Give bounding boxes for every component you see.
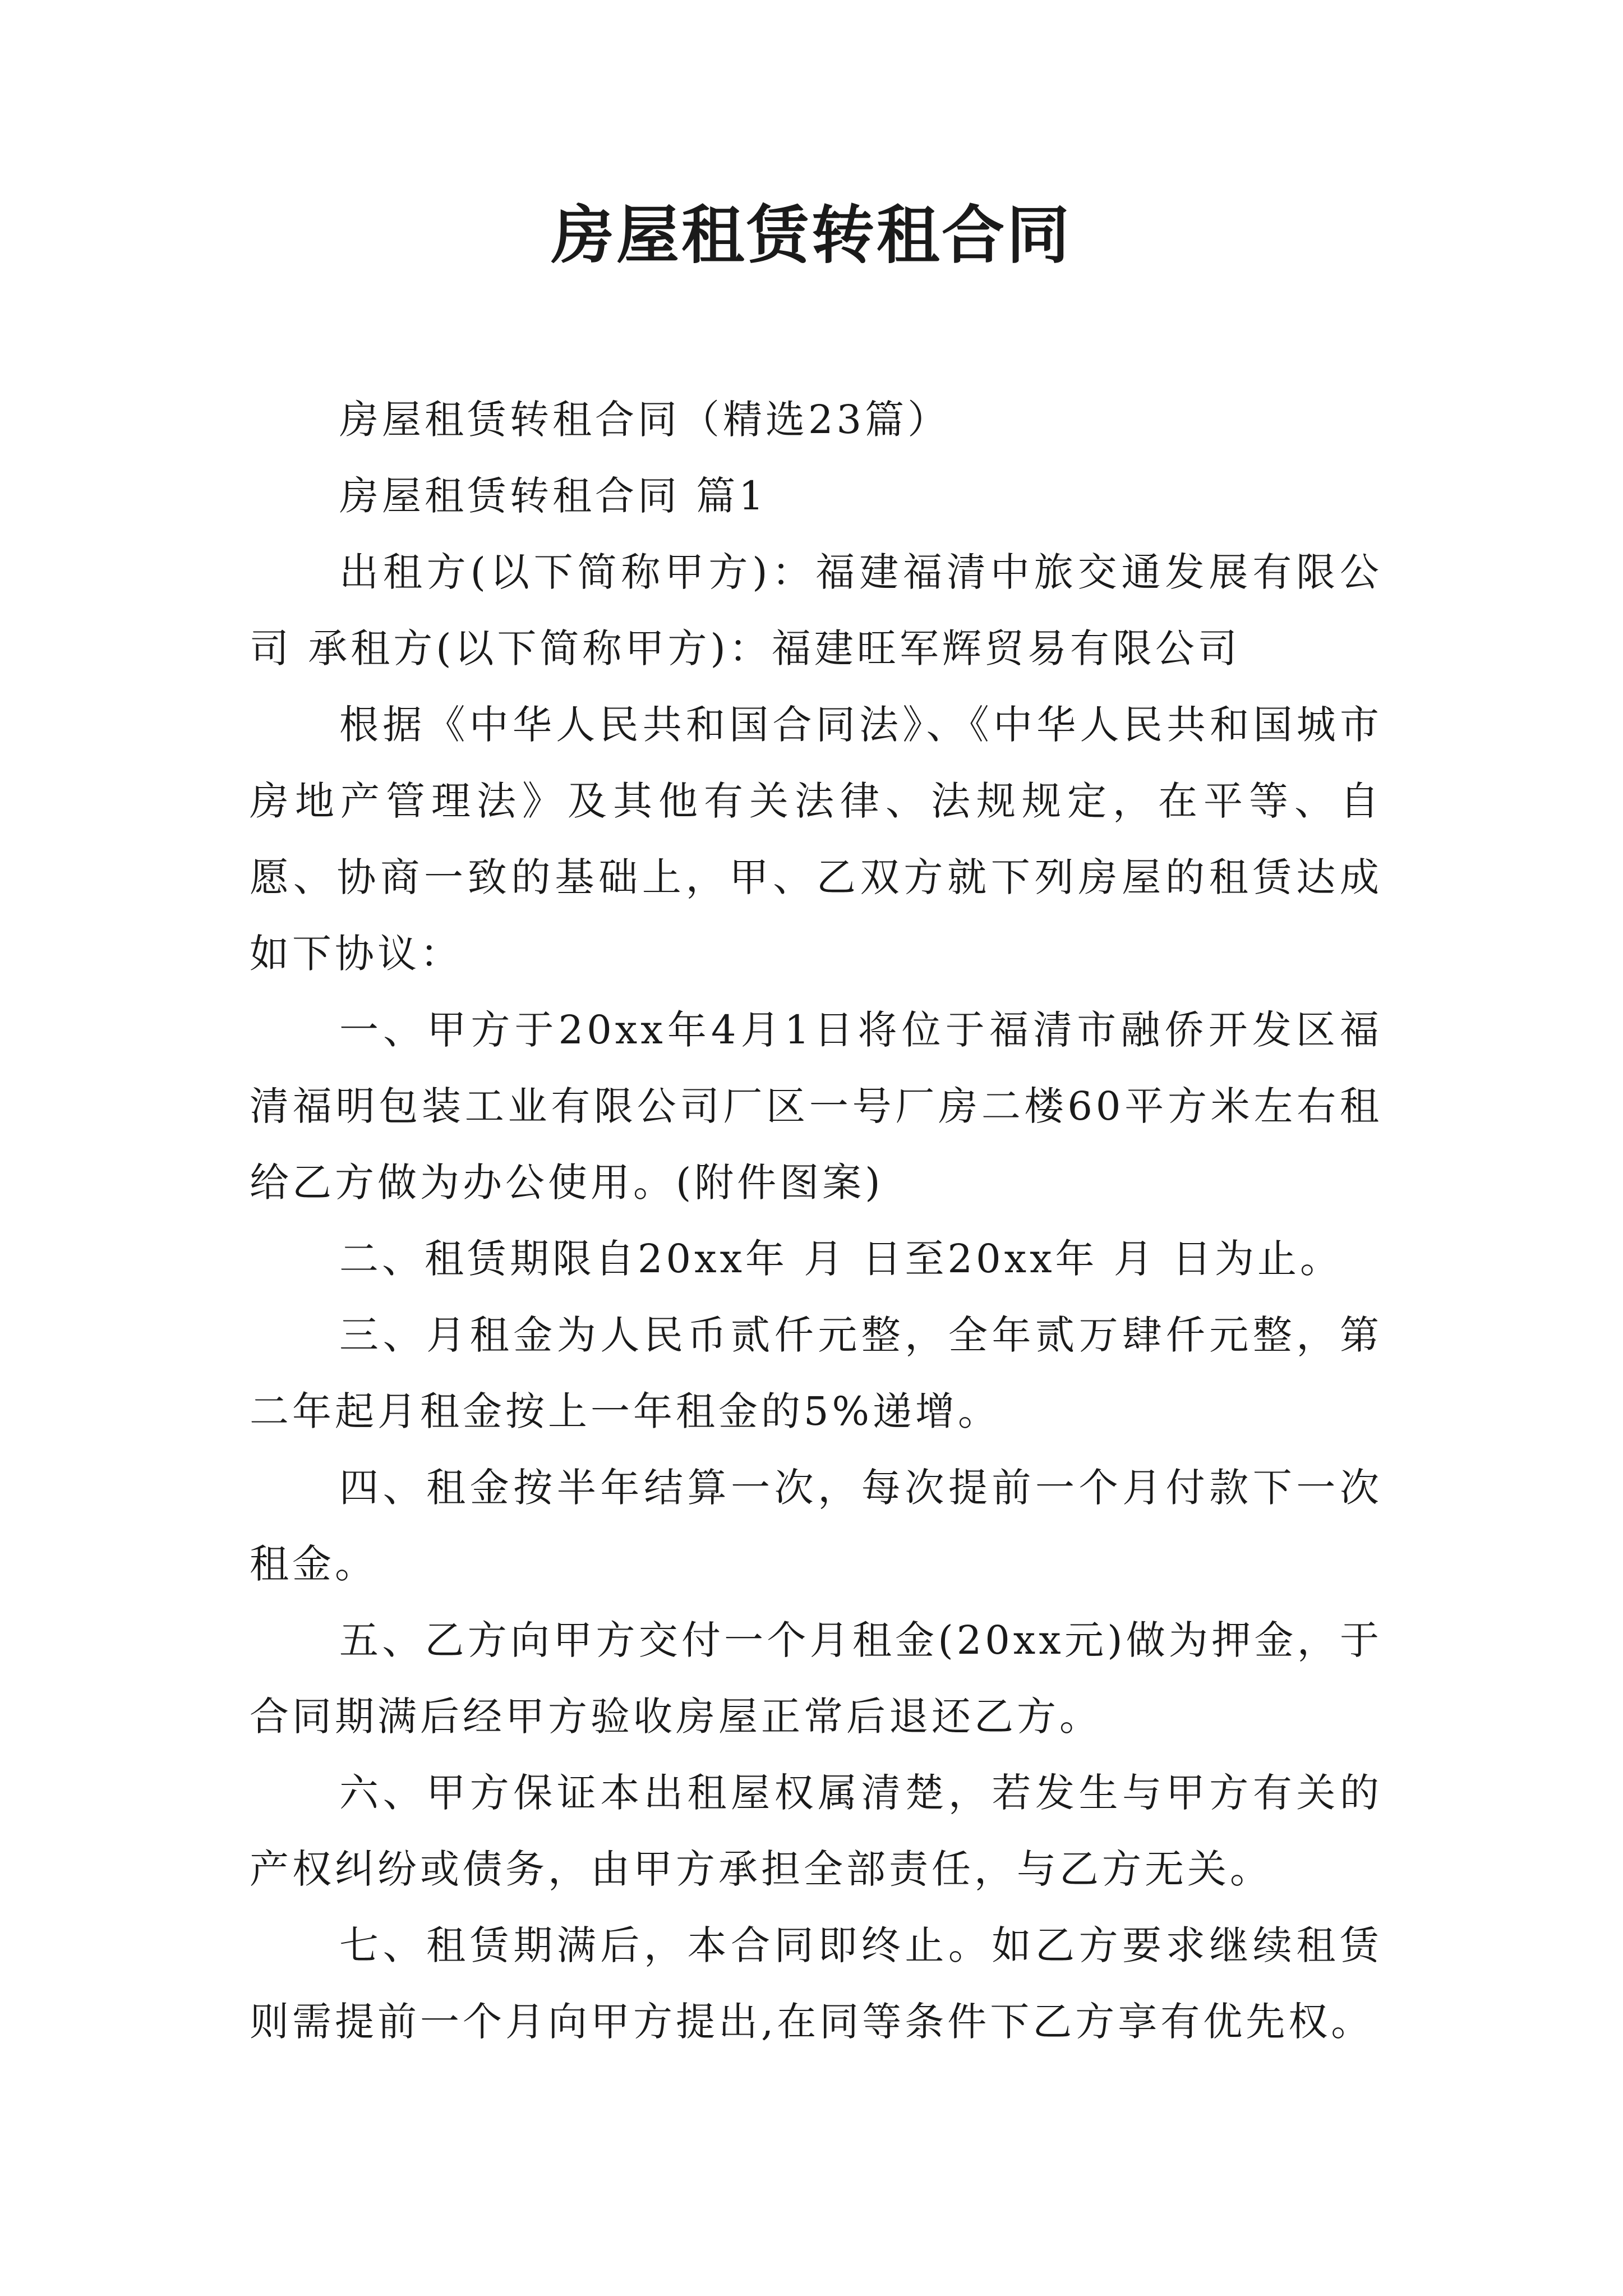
clause-7: 七、租赁期满后，本合同即终止。如乙方要求继续租赁则需提前一个月向甲方提出,在同等条件下乙方享有优先权。 — [250, 1922, 1382, 2045]
subtitle-chapter: 房屋租赁转租合同 篇1 — [339, 473, 767, 519]
document-title: 房屋租赁转租合同 — [551, 199, 1072, 272]
clause-3: 三、月租金为人民币贰仟元整，全年贰万肆仟元整，第二年起月租金按上一年租金的5%递增。 — [250, 1312, 1382, 1434]
preamble-paragraph: 根据《中华人民共和国合同法》、《中华人民共和国城市房地产管理法》及其他有关法律、法规规定，在平等、自愿、协商一致的基础上，甲、乙双方就下列房屋的租赁达成如下协议： — [250, 702, 1382, 977]
parties-paragraph: 出租方(以下简称甲方)：福建福清中旅交通发展有限公司 承租方(以下简称甲方)：福建旺军辉贸易有限公司 — [250, 549, 1382, 671]
clause-1: 一、甲方于20xx年4月1日将位于福清市融侨开发区福清福明包装工业有限公司厂区一号厂房二楼60平方米左右租给乙方做为办公使用。(附件图案) — [250, 1007, 1382, 1205]
clause-4: 四、租金按半年结算一次，每次提前一个月付款下一次租金。 — [250, 1465, 1382, 1587]
clause-5: 五、乙方向甲方交付一个月租金(20xx元)做为押金，于合同期满后经甲方验收房屋正常后退还乙方。 — [250, 1617, 1382, 1740]
clause-2: 二、租赁期限自20xx年 月 日至20xx年 月 日为止。 — [339, 1236, 1343, 1282]
document-body — [250, 381, 1382, 2060]
clause-6: 六、甲方保证本出租屋权属清楚，若发生与甲方有关的产权纠纷或债务，由甲方承担全部责任，与乙方无关。 — [250, 1770, 1382, 1892]
subtitle-collection: 房屋租赁转租合同（精选23篇） — [339, 397, 951, 443]
